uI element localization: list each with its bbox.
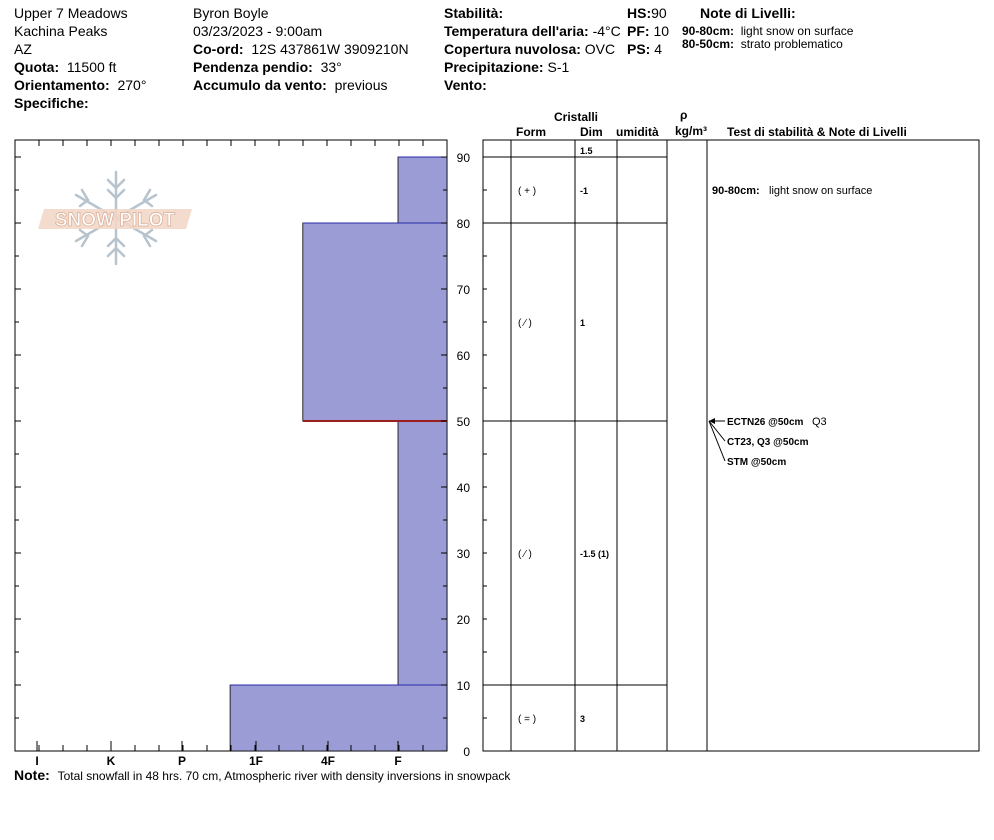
layer-note-2-range: 80-50cm: (682, 37, 735, 51)
pf-label: PF: (627, 23, 650, 39)
hardness-label-I: I (35, 754, 39, 768)
hardness-label-4F: 4F (320, 754, 336, 768)
form-header: Form (516, 125, 546, 139)
wind-loading-label: Accumulo da vento: (193, 77, 327, 93)
layer-note-2-text: strato problematico (740, 37, 843, 51)
layer-dim-3: -1.5 (1) (580, 549, 610, 559)
coordinates-value: 12S 437861W 3909210N (251, 41, 409, 57)
crystals-header: Cristalli (554, 110, 599, 124)
hardness-bar-2 (303, 223, 447, 421)
elevation-value: 11500 ft (66, 59, 117, 75)
surface-dim-value: 1.5 (580, 146, 593, 156)
moisture-header: umidità (616, 125, 659, 139)
wind-loading-value: previous (334, 77, 388, 93)
density-rho-header: ρ (680, 108, 688, 122)
elevation-label: Quota: (14, 59, 60, 75)
cloud-value: OVC (584, 41, 616, 57)
note-label: Note: (14, 767, 50, 783)
layer-dim-2: 1 (580, 318, 586, 328)
layer-dim-1: -1 (580, 186, 589, 196)
y-tick-label-50: 50 (456, 415, 470, 429)
aspect-value: 270° (117, 77, 147, 93)
hs-value: 90 (651, 5, 667, 21)
y-tick-label-90: 90 (456, 151, 470, 165)
notes-col-layer-range: 90-80cm: (712, 185, 760, 197)
wind-label: Vento: (444, 77, 487, 93)
hardness-label-K: K (106, 754, 116, 768)
layer-note-1-range: 90-80cm: (682, 24, 735, 38)
test-label-1: ECTN26 @50cm (727, 417, 804, 428)
precip-label: Precipitazione: (444, 59, 544, 75)
coordinates-label: Co-ord: (193, 41, 244, 57)
hardness-bar-3 (398, 421, 447, 685)
stability-label: Stabilità: (444, 5, 504, 21)
logo-text: SNOW PILOT (54, 210, 176, 231)
layer-form-3: ( ⁄ ) (518, 549, 532, 560)
ps-value: 4 (654, 41, 663, 57)
note (14, 766, 510, 784)
hardness-label-1F: 1F (248, 754, 264, 768)
y-tick-label-80: 80 (456, 217, 470, 231)
y-tick-label-60: 60 (456, 349, 470, 363)
hardness-bar-4 (230, 685, 447, 751)
hardness-label-F: F (394, 754, 402, 768)
note-text: Total snowfall in 48 hrs. 70 cm, Atmospheric river with density inversions in snowpack (57, 769, 511, 783)
state-name: AZ (14, 41, 32, 57)
y-tick-label-70: 70 (456, 283, 470, 297)
tests-notes-header: Test di stabilità & Note di Livelli (727, 125, 907, 139)
layer-note-1-text: light snow on surface (740, 24, 854, 38)
precip-value: S-1 (547, 59, 570, 75)
specifics-label: Specifiche: (14, 95, 89, 111)
pf-value: 10 (653, 23, 670, 39)
hs-label: HS: (627, 5, 652, 21)
y-tick-label-40: 40 (456, 481, 470, 495)
density-unit-header: kg/m³ (675, 124, 708, 138)
dim-header: Dim (580, 125, 603, 139)
y-tick-label-30: 30 (456, 547, 470, 561)
test-extra-1: Q3 (812, 416, 827, 428)
observer-name: Byron Boyle (193, 5, 269, 21)
y-tick-label-10: 10 (456, 679, 470, 693)
layer-form-1: ( + ) (518, 186, 537, 197)
test-leader-3 (709, 421, 725, 461)
layer-form-4: ( = ) (518, 714, 537, 725)
layer-notes-title: Note di Livelli: (700, 5, 796, 21)
cloud-label: Copertura nuvolosa: (444, 41, 581, 57)
air-temp-value: -4°C (592, 23, 621, 39)
location-name: Upper 7 Meadows (14, 5, 128, 21)
layer-form-2: ( ⁄ ) (518, 318, 532, 329)
air-temp-label: Temperatura dell'aria: (444, 23, 589, 39)
notes-col-layer-text: light snow on surface (769, 185, 873, 197)
slope-value: 33° (320, 59, 342, 75)
aspect-label: Orientamento: (14, 77, 110, 93)
test-label-3: STM @50cm (727, 457, 787, 468)
range-name: Kachina Peaks (14, 23, 108, 39)
slope-label: Pendenza pendio: (193, 59, 313, 75)
test-leader-2 (709, 421, 725, 441)
y-tick-label-20: 20 (456, 613, 470, 627)
hardness-bar-1 (398, 157, 447, 223)
hardness-label-P: P (177, 754, 187, 768)
layer-dim-4: 3 (580, 714, 586, 724)
ps-label: PS: (627, 41, 651, 57)
y-tick-label-0: 0 (463, 745, 470, 759)
test-label-2: CT23, Q3 @50cm (727, 437, 809, 448)
observation-datetime: 03/23/2023 - 9:00am (193, 23, 323, 39)
